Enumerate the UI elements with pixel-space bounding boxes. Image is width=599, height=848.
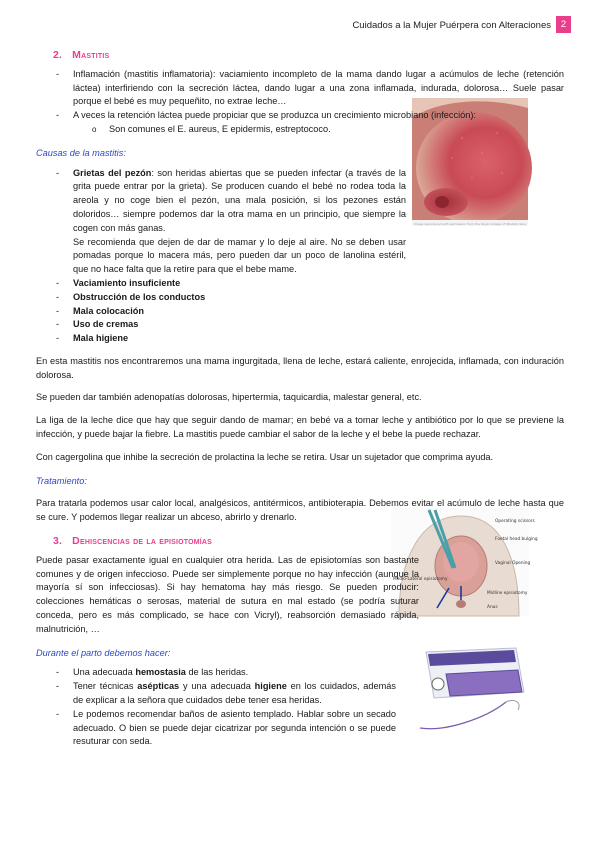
header-title: Cuidados a la Mujer Puérpera con Alteraciones (352, 20, 551, 31)
list-item: - Mala colocación (36, 305, 406, 319)
page-header (0, 16, 599, 34)
paragraph: Para tratarla podemos usar calor local, analgésicos, antitérmicos, antibioterapia. Debemos evitar el acúmulo de leche hasta que se cure. Y podemos llegar realizar un abceso, abrirlo y drenarlo. (36, 498, 564, 523)
parto-heading: Durante el parto debemos hacer: (36, 647, 171, 658)
paragraph: La liga de la leche dice que hay que seguir dando de mamar; en bebé va a tomar leche y antibiótico por lo que se previene la infección, y puede bajar la fiebre. La mastitis puede cambiar el sabor de la leche y el bebe la puede rechazar. (36, 415, 564, 440)
page-number-badge: 2 (556, 16, 571, 33)
grietas-recommendation: Se recomienda que dejen de dar de mamar y lo deje al aire. No se deben usar pomadas porque lo macera más, pero pueden dar un poco de lanolina estéril, que no hace falta que la retire para que el bebe mame. (73, 236, 406, 275)
paragraph: Se pueden dar también adenopatías dolorosas, hipertermia, taquicardia, malestar general, etc. (36, 392, 422, 403)
list-item: - Tener técnicas asépticas y una adecuada higiene en los cuidados, además de explicar a la señora que cuidados debe tener esa heridas. (36, 680, 396, 708)
list-item: - Uso de cremas (36, 318, 406, 332)
causas-heading: Causas de la mastitis: (36, 147, 126, 158)
list-item: - Una adecuada hemostasia de las heridas. (36, 666, 396, 680)
list-item: - A veces la retención láctea puede propiciar que se produzca un crecimiento microbiano (infección): (36, 109, 564, 123)
list-item: - Vaciamiento insuficiente (36, 277, 406, 291)
parto-list (36, 666, 396, 749)
microbes-sub-bullet: o Son comunes el E. aureus, E epidermis, estreptococo. (36, 123, 564, 137)
section-title-episiotomias: 3. Dehiscencias de la episiotomías (53, 535, 213, 548)
paragraph: Con cagergolina que inhibe la secreción de prolactina la leche se retira. Usar un sujetador que comprima ayuda. (36, 451, 494, 462)
diagram-label-mediolateral: Medio-Lateral episiotomy (393, 577, 448, 582)
breast-photo-caption: Image reproduced with permission from the Royal College of Obstetricians (414, 222, 526, 226)
mastitis-intro-list (36, 68, 564, 123)
section-title-mastitis: 2. Mastitis (53, 49, 110, 61)
page-content (36, 48, 564, 749)
diagram-label-vaginal-opening: Vaginal Opening (495, 561, 531, 566)
list-item: - Le podemos recomendar baños de asiento templado. Hablar sobre un secado adecuado. O bien se puede dejar cicatrizar por segunda intención o se puede resuturar con seda. (36, 708, 396, 749)
list-item: - Grietas del pezón: son heridas abiertas que se pueden infectar (a través de la grita puede entrar por la grieta). Se producen cuando el bebé no rodea toda la areola y no coge bien el pezón, una mala posición, si los pezones están doloridos… siempre podemos dar la otra mama en un principio, que siempre la cogen con más ganas. Se recomienda que dejen de dar de mamar y lo deje al aire. No se deben usar pomadas porque lo macera más, pero pueden dar un poco de lanolina estéril, que no hace falta que la retire para que el bebe mame. (36, 167, 406, 277)
diagram-label-midline: Midline episiotomy (487, 591, 528, 596)
diagram-label-anus: Anus (487, 605, 498, 610)
tratamiento-heading: Tratamiento: (36, 475, 87, 486)
diagram-label-scissors: Operating scissors (495, 519, 535, 524)
causes-list (36, 167, 406, 346)
diagram-label-foetal-head: Foetal head bulging (495, 537, 538, 542)
list-item: - Obstrucción de los conductos (36, 291, 406, 305)
list-item: - Mala higiene (36, 332, 406, 346)
paragraph: En esta mastitis nos encontraremos una mama ingurgitada, llena de leche, estará caliente, enrojecida, inflamada, con induración dolorosa. (36, 355, 564, 380)
list-item: - Inflamación (mastitis inflamatoria): vaciamiento incompleto de la mama dando lugar a acúmulos de leche (retención láctea) interfiriendo con la secreción láctea, dando lugar a una zona inflamada, indurada, dolorosa… Suele pasar porque el bebé es muy pequeñito, no extrae leche… (36, 68, 564, 109)
paragraph: Puede pasar exactamente igual en cualquier otra herida. Las de episiotomías son bastante comunes y de origen infeccioso. Puede ser simplemente porque no hay infección (aunque la mayoría sí son infecciosas). Si hay hematoma hay más riesgo. Se pueden producir: colecciones hemáticas o serosas, material de sutura en mal estado (se podría suturar conceda, pero es más complicado, se hace con Vicryl), reabsorción demasiado rápida, malnutrición, … (36, 554, 419, 634)
